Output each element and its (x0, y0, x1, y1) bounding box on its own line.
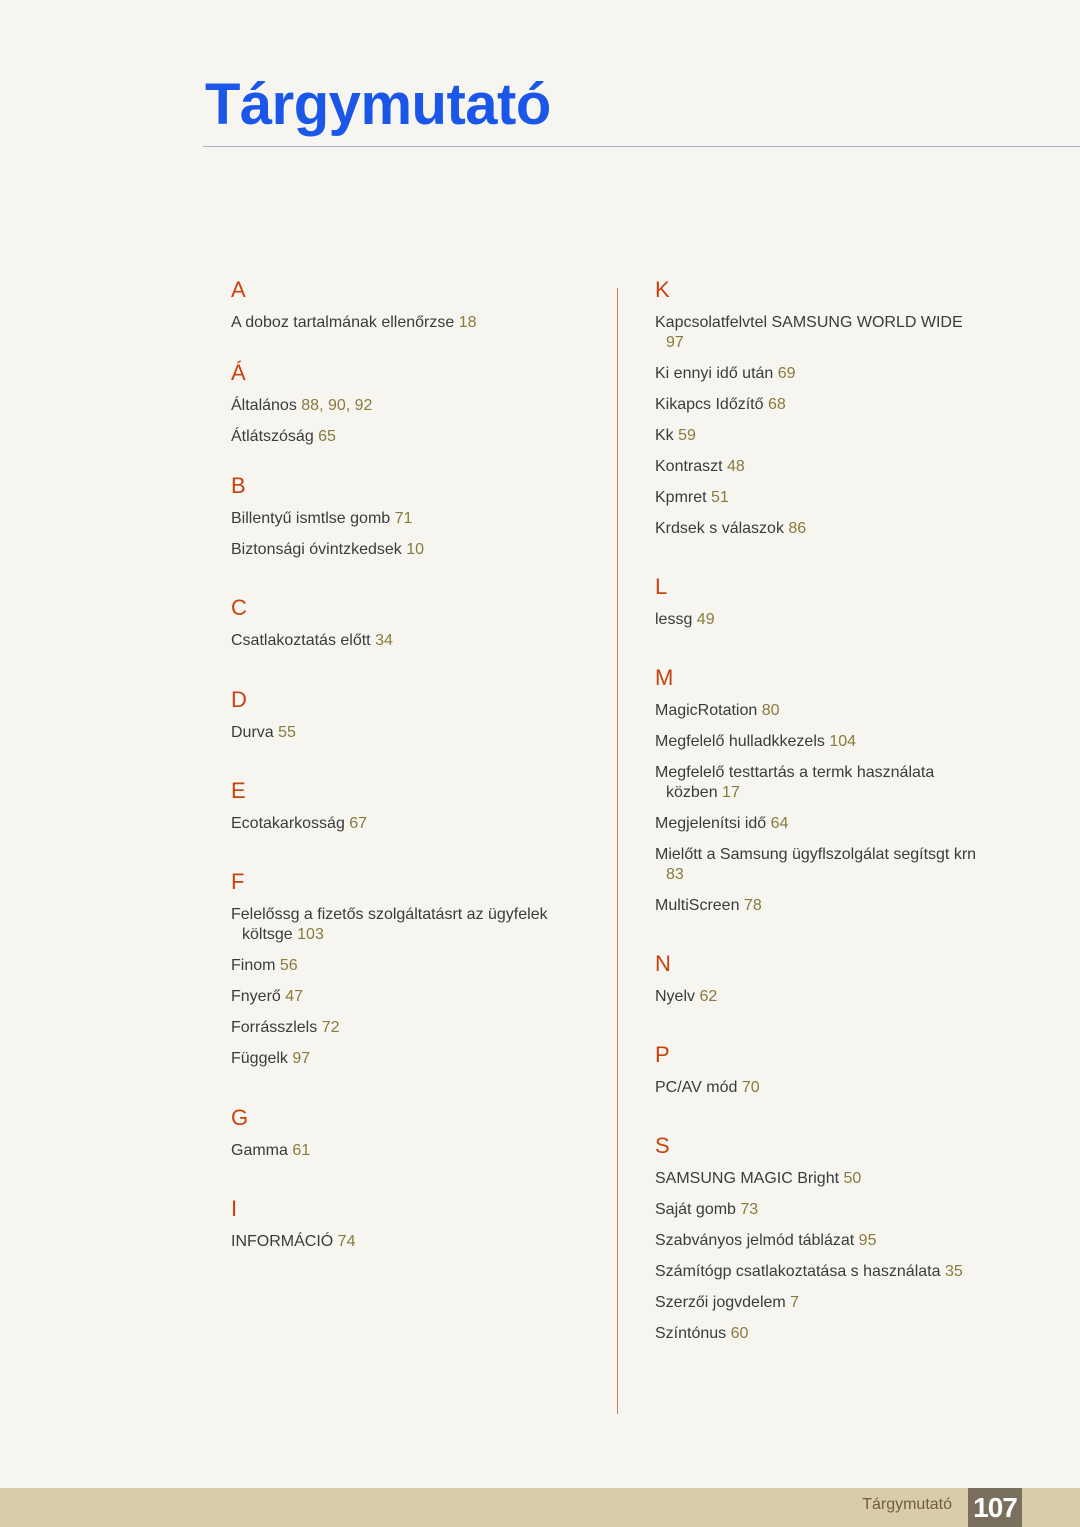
entry-page-ref[interactable]: 61 (292, 1142, 311, 1159)
entry-term: Megjelenítsi idő (655, 815, 771, 832)
section-letter: B (231, 473, 246, 498)
entry-term: Kapcsolatfelvtel SAMSUNG WORLD WIDE (655, 314, 963, 331)
entry-term: Megfelelő testtartás a termk használata (655, 764, 935, 781)
entry-page-ref[interactable]: 64 (770, 815, 789, 832)
index-entry (655, 845, 1015, 885)
index-entry (231, 814, 591, 834)
index-entry (231, 723, 591, 743)
index-entry (231, 313, 591, 333)
section-letter: L (655, 574, 668, 599)
index-entry (655, 987, 1015, 1007)
entry-page-ref[interactable]: 47 (285, 988, 304, 1005)
entry-term: Ecotakarkosság (231, 815, 350, 832)
entry-page-ref[interactable]: 7 (790, 1294, 800, 1311)
entry-page-ref[interactable]: 34 (375, 632, 393, 649)
entry-term: Átlátszóság (231, 428, 319, 445)
entry-term: Színtónus (655, 1325, 731, 1342)
entry-page-ref[interactable]: 78 (743, 897, 762, 914)
entry-page-ref[interactable]: 62 (699, 988, 718, 1005)
entry-term: PC/AV mód (655, 1079, 742, 1096)
entry-page-ref[interactable]: 80 (761, 702, 780, 719)
entry-page-ref[interactable]: 70 (741, 1079, 760, 1096)
index-section (231, 869, 591, 1069)
entry-term: Kontraszt (655, 458, 728, 475)
section-letter: P (655, 1042, 670, 1067)
entry-term: Saját gomb (655, 1201, 741, 1218)
entry-term: Finom (231, 957, 280, 974)
index-entry (655, 814, 1015, 834)
section-letter: I (231, 1196, 238, 1221)
index-entry (231, 1018, 591, 1038)
index-section (655, 277, 1015, 539)
entry-page-ref[interactable]: 49 (696, 611, 715, 628)
index-entry (231, 427, 591, 447)
index-entry (655, 313, 1015, 353)
entry-page-ref[interactable]: 67 (349, 815, 368, 832)
entry-term: MultiScreen (655, 897, 744, 914)
section-letter: G (231, 1105, 249, 1130)
entry-term: MagicRotation (655, 702, 762, 719)
section-letter: E (231, 778, 246, 803)
entry-term: Megfelelő hulladkkezels (655, 733, 830, 750)
index-entry (231, 1232, 591, 1252)
index-entry (655, 426, 1015, 446)
index-section (231, 1196, 591, 1252)
index-section (231, 360, 591, 447)
index-section (655, 574, 1015, 630)
entry-term: Felelőssg a fizetős szolgáltatásrt az ügyfelek (231, 906, 548, 923)
index-entry (655, 610, 1015, 630)
entry-term: Csatlakoztatás előtt (231, 632, 376, 649)
entry-page-ref[interactable]: 59 (678, 427, 696, 444)
index-entry (655, 1262, 1015, 1282)
entry-term: Ki ennyi idő után (655, 365, 778, 382)
entry-term: Kikapcs Időzítő (655, 396, 768, 413)
index-entry (655, 701, 1015, 721)
index-entry (231, 987, 591, 1007)
entry-term: Krdsek s válaszok (655, 520, 789, 537)
title-divider (203, 146, 1080, 147)
entry-page-ref[interactable]: 17 (722, 784, 740, 801)
entry-page-ref[interactable]: 72 (321, 1019, 340, 1036)
entry-page-ref[interactable]: 97 (292, 1050, 311, 1067)
index-section (231, 778, 591, 834)
index-entry (655, 1231, 1015, 1251)
entry-page-ref[interactable]: 18 (458, 314, 477, 331)
entry-page-ref[interactable]: 97 (666, 334, 684, 351)
entry-page-ref[interactable]: 74 (337, 1233, 356, 1250)
entry-term-continued: költsge (242, 926, 298, 943)
section-letter: S (655, 1133, 670, 1158)
entry-term: Számítógp csatlakoztatása s használata (655, 1263, 945, 1280)
entry-page-ref[interactable]: 50 (843, 1170, 862, 1187)
entry-term: Általános (231, 397, 302, 414)
index-entry (655, 732, 1015, 752)
entry-page-ref[interactable]: 10 (406, 541, 424, 558)
entry-page-ref[interactable]: 55 (278, 724, 296, 741)
entry-page-ref[interactable]: 68 (767, 396, 786, 413)
index-section (231, 595, 591, 651)
entry-page-ref[interactable]: 48 (727, 458, 745, 475)
index-column-left (231, 277, 591, 1263)
index-column-right (655, 277, 1015, 1355)
index-entry (655, 519, 1015, 539)
entry-page-ref[interactable]: 86 (788, 520, 807, 537)
entry-term: Szabványos jelmód táblázat (655, 1232, 859, 1249)
index-entry (655, 364, 1015, 384)
entry-term: Kk (655, 427, 679, 444)
index-entry (231, 540, 591, 560)
index-section (231, 687, 591, 743)
entry-page-ref[interactable]: 88, 90, 92 (301, 397, 373, 414)
entry-page-ref[interactable]: 103 (297, 926, 324, 943)
index-entry (231, 905, 591, 945)
index-section (655, 951, 1015, 1007)
entry-page-ref[interactable]: 71 (394, 510, 413, 527)
page-title: Tárgymutató (205, 72, 551, 137)
index-section (655, 1133, 1015, 1344)
entry-term-continued: közben (666, 784, 723, 801)
section-letter: C (231, 595, 247, 620)
index-section (231, 473, 591, 560)
index-entry (655, 488, 1015, 508)
entry-term: Durva (231, 724, 279, 741)
index-entry (655, 1324, 1015, 1344)
entry-term: Függelk (231, 1050, 293, 1067)
index-entry (231, 631, 591, 651)
index-entry (655, 763, 1015, 803)
index-entry (655, 395, 1015, 415)
entry-term: Mielőtt a Samsung ügyflszolgálat segítsgt krn (655, 846, 977, 863)
section-letter: A (231, 277, 246, 302)
entry-term: Nyelv (655, 988, 700, 1005)
entry-term: lessg (655, 611, 697, 628)
index-entry (655, 1078, 1015, 1098)
index-entry (231, 1141, 591, 1161)
section-letter: N (655, 951, 671, 976)
entry-term: SAMSUNG MAGIC Bright (655, 1170, 844, 1187)
entry-page-ref[interactable]: 60 (730, 1325, 749, 1342)
section-letter: F (231, 869, 245, 894)
index-section (655, 1042, 1015, 1098)
section-letter: K (655, 277, 670, 302)
entry-term: Forrásszlels (231, 1019, 322, 1036)
section-letter: D (231, 687, 247, 712)
footer-label: Tárgymutató (862, 1496, 952, 1513)
entry-page-ref[interactable]: 35 (944, 1263, 963, 1280)
index-entry (655, 896, 1015, 916)
entry-term: A doboz tartalmának ellenőrzse (231, 314, 459, 331)
index-entry (655, 1293, 1015, 1313)
index-section (231, 277, 591, 333)
entry-page-ref[interactable]: 104 (829, 733, 857, 750)
entry-term: Biztonsági óvintzkedsek (231, 541, 407, 558)
page-number: 107 (968, 1488, 1022, 1527)
index-entry (231, 509, 591, 529)
entry-page-ref[interactable]: 56 (279, 957, 298, 974)
index-entry (231, 1049, 591, 1069)
index-entry (231, 956, 591, 976)
index-entry (655, 1200, 1015, 1220)
entry-page-ref[interactable]: 69 (777, 365, 796, 382)
index-section (655, 665, 1015, 916)
entry-term: Fnyerő (231, 988, 286, 1005)
entry-page-ref[interactable]: 51 (711, 489, 729, 506)
section-letter: Á (231, 360, 246, 385)
column-divider (617, 288, 618, 1414)
entry-term: INFORMÁCIÓ (231, 1233, 338, 1250)
entry-term: Szerzői jogvdelem (655, 1294, 791, 1311)
entry-page-ref[interactable]: 83 (666, 866, 684, 883)
section-letter: M (655, 665, 674, 690)
index-entry (655, 457, 1015, 477)
index-entry (655, 1169, 1015, 1189)
entry-term: Gamma (231, 1142, 293, 1159)
entry-term: Kpmret (655, 489, 712, 506)
entry-page-ref[interactable]: 95 (858, 1232, 877, 1249)
index-entry (231, 396, 591, 416)
entry-page-ref[interactable]: 65 (318, 428, 336, 445)
entry-page-ref[interactable]: 73 (740, 1201, 759, 1218)
index-section (231, 1105, 591, 1161)
entry-term: Billentyű ismtlse gomb (231, 510, 395, 527)
